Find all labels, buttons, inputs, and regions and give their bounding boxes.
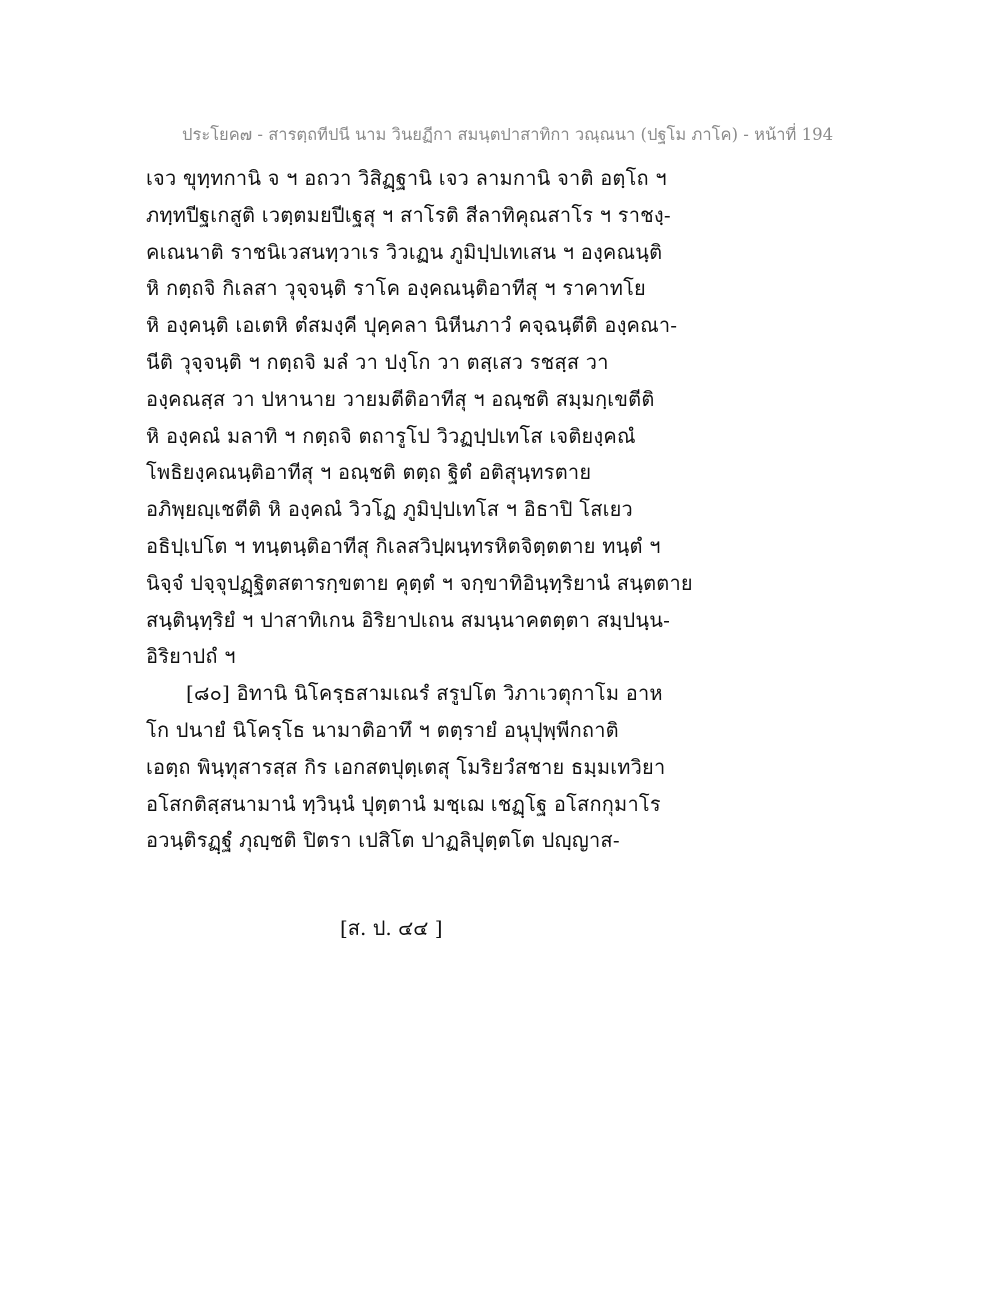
text-line: อิริยาปถํ ฯ	[146, 644, 236, 669]
text-line: องฺคณสฺส วา ปหานาย วายมตีติอาทีสุ ฯ อณฺชติ สมฺมกฺเขตีติ	[146, 386, 655, 411]
paragraph-start-line: [๘๐] อิทานิ นิโครฺธสามเณรํ สรูปโต วิภาเวตุกาโม อาห	[186, 681, 663, 706]
page-reference: [ส. ป. ๔๔ ]	[340, 916, 443, 940]
text-line: เจว ขุทฺทกานิ จ ฯ อถวา วิสิฏฺฐานิ เจว ลามกานิ จาติ อตฺโถ ฯ	[146, 166, 667, 190]
body-text	[146, 160, 706, 859]
text-line: นีติ วุจฺจนฺติ ฯ กตฺถจิ มลํ วา ปงฺโก วา ตสฺเสว รชสฺส วา	[146, 349, 609, 374]
text-line: สนฺตินฺทฺริยํ ฯ ปาสาทิเกน อิริยาปเถน สมนฺนาคตตฺตา สมฺปนฺน-	[146, 607, 671, 632]
text-line: ภทฺทปีฐเกสูติ เวตฺตมยปีเฐสุ ฯ สาโรติ สีลาทิคุณสาโร ฯ ราชงฺ-	[146, 202, 671, 227]
text-line: เอตฺถ พินฺทุสารสฺส กิร เอกสตปุตฺเตสุ โมริยวํสชาย ธมฺมเทวิยา	[146, 754, 666, 779]
text-line: หิ กตฺถจิ กิเลสา วุจฺจนฺติ ราโค องฺคณนฺติอาทีสุ ฯ ราคาทโย	[146, 276, 646, 301]
text-line: โก ปนายํ นิโครฺโธ นามาติอาทึ ฯ ตตฺรายํ อนุปุพฺพีกถาติ	[146, 717, 619, 742]
text-line: หิ องฺคนฺติ เอเตหิ ตํสมงฺคี ปุคฺคลา นิหีนภาวํ คจฺฉนฺตีติ องฺคณา-	[146, 313, 678, 338]
text-line: อภิพฺยญฺเชตีติ หิ องฺคณํ วิวโฏ ภูมิปฺปเทโส ฯ อิธาปิ โสเยว	[146, 497, 633, 522]
running-header: ประโยค๗ - สารตฺถทีปนี นาม วินยฏีกา สมนฺตปาสาทิกา วณฺณนา (ปฐโม ภาโค) - หน้าที่ 194	[182, 125, 834, 144]
text-line: นิจฺจํ ปจฺจุปฏฺฐิตสตารกฺขตาย คุตฺตํ ฯ จกฺขาทิอินฺทฺริยานํ สนฺตตาย	[146, 570, 693, 595]
text-line: อโสกติสฺสนามานํ ทฺวินฺนํ ปุตฺตานํ มชฺเฌ เชฏฺโฐ อโสกกุมาโร	[146, 791, 661, 816]
text-line: อธิปฺเปโต ฯ ทนฺตนฺติอาทีสุ กิเลสวิปฺผนฺทรหิตจิตฺตตาย ทนฺตํ ฯ	[146, 533, 661, 558]
text-line: คเณนาติ ราชนิเวสนทฺวาเร วิวเฏน ภูมิปฺปเทเสน ฯ องฺคณนฺติ	[146, 239, 663, 264]
text-line: หิ องฺคณํ มลาทิ ฯ กตฺถจิ ตถารูโป วิวฏปฺปเทโส เจติยงฺคณํ	[146, 423, 636, 448]
text-line: โพธิยงฺคณนฺติอาทีสุ ฯ อณฺชติ ตตฺถ ฐิตํ อติสุนฺทรตาย	[146, 460, 592, 485]
text-line: อวนฺติรฏฺฐํ ภุญฺชติ ปิตรา เปสิโต ปาฏลิปุตฺตโต ปญฺญาส-	[146, 828, 620, 853]
